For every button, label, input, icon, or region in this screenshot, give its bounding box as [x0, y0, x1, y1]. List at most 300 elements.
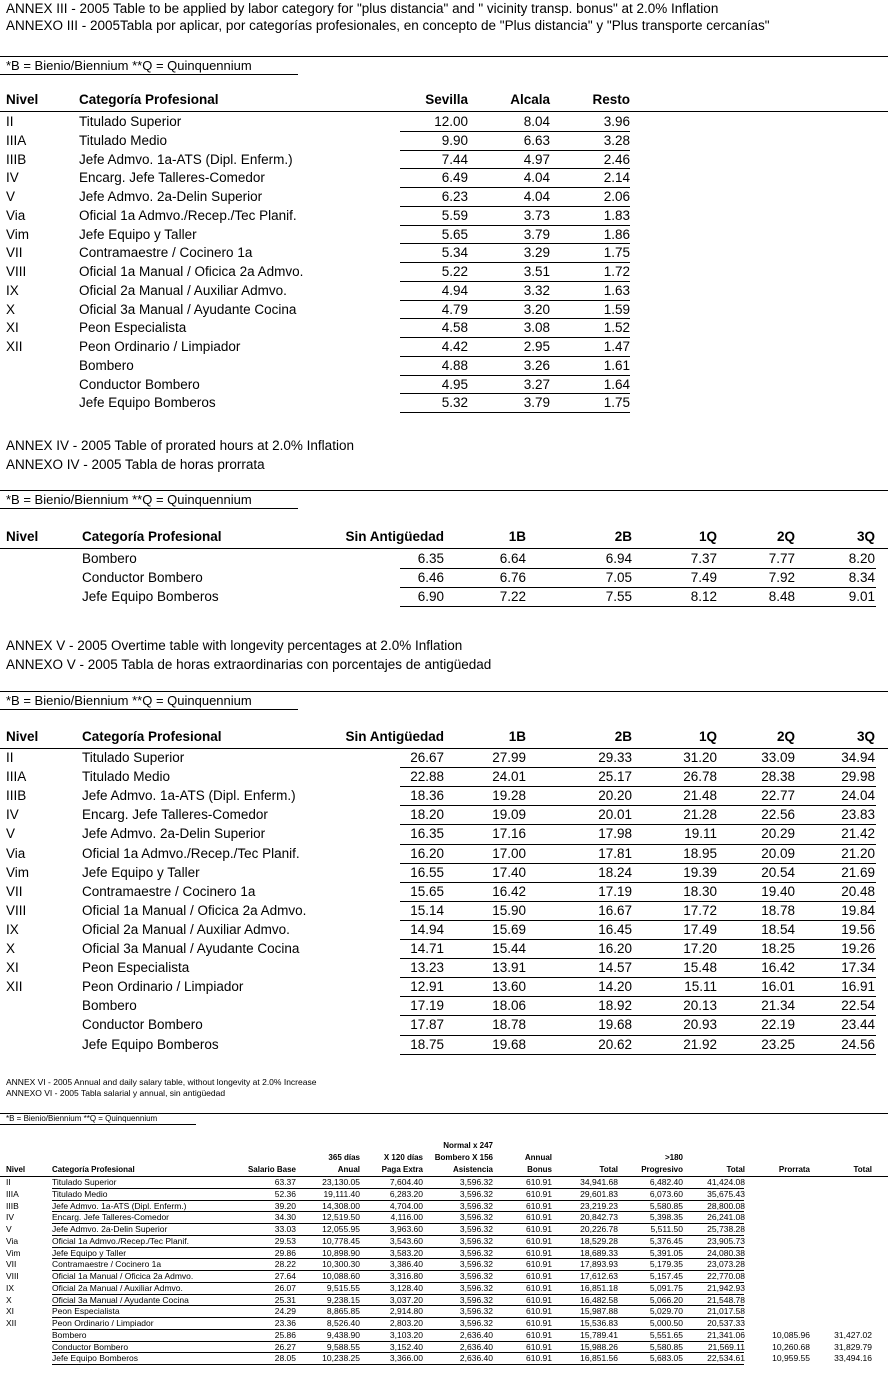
annex5-cell-0: Vim — [6, 864, 30, 880]
annex6-cell-2: 28.22 — [274, 1259, 296, 1270]
annex6-cell-9: 23,905.73 — [707, 1235, 745, 1246]
annex6-cell-1: Jefe Equipo y Taller — [52, 1247, 127, 1258]
annex5-cell-7: 23.83 — [841, 807, 875, 823]
annex6-cell-1: Oficial 2a Manual / Auxiliar Admvo. — [52, 1282, 183, 1293]
annex6-cell-0: X — [6, 1294, 12, 1305]
annex5-cell-0: IIIA — [6, 769, 27, 785]
annex3-cell-4: 1.72 — [603, 264, 630, 279]
annex6-cell-11: 31,427.02 — [834, 1329, 872, 1340]
annex6-cell-3: 12,519.50 — [322, 1212, 360, 1223]
annex6-cell-7: 16,851.18 — [580, 1282, 618, 1293]
annex6-cell-0: IIIB — [6, 1200, 19, 1211]
annex6-cell-2: 34.30 — [274, 1212, 296, 1223]
annex6-cell-3: 9,238.15 — [326, 1294, 360, 1305]
annex3-cell-0: IX — [6, 282, 19, 298]
annex5-cell-2: 22.88 — [410, 769, 444, 785]
annex4-cell-rule — [400, 568, 876, 569]
annex6-cell-4: 3,128.40 — [389, 1282, 423, 1293]
annex6-cell-7: 15,536.83 — [580, 1318, 618, 1328]
annex6-cell-3: 9,515.55 — [326, 1282, 360, 1293]
annex5-cell-1: Titulado Medio — [82, 769, 171, 785]
annex6-cell-1: Peon Especialista — [52, 1306, 120, 1317]
annex3-header-0: Nivel — [6, 92, 39, 107]
annex6-cell-9: 25,738.28 — [707, 1224, 745, 1234]
annex6-cell-8: 5,683.05 — [649, 1353, 683, 1364]
annex5-cell-4: 16.45 — [598, 921, 632, 937]
annex5-cell-5: 17.49 — [683, 921, 717, 937]
annex6-cell-3: 10,088.60 — [322, 1271, 360, 1281]
annex6-cell-1: Oficial 1a Admvo./Recep./Tec Planif. — [52, 1235, 190, 1246]
annex5-cell-4: 19.68 — [598, 1017, 632, 1033]
annex6-cell-1: Titulado Medio — [52, 1188, 108, 1199]
annex5-cell-2: 13.23 — [410, 960, 444, 976]
annex5-cell-3: 15.44 — [492, 941, 526, 956]
annex6-cell-4: 6,283.20 — [389, 1188, 423, 1199]
annex3-cell-4: 1.83 — [603, 207, 630, 223]
annex6-cell-6: 610.91 — [526, 1212, 552, 1223]
annex3-cell-1: Peon Ordinario / Limpiador — [79, 339, 241, 354]
annex6-cell-1: Titulado Superior — [52, 1177, 117, 1187]
annex3-cell-2: 5.65 — [441, 226, 468, 242]
annex3-cell-0: Vim — [6, 226, 30, 242]
annex6-cell-10: 10,959.55 — [772, 1353, 810, 1364]
annex5-header-3: 1B — [508, 729, 526, 744]
annex6-cell-3: 19,111.40 — [323, 1188, 360, 1199]
annex5-cell-1: Oficial 1a Manual / Oficica 2a Admvo. — [82, 902, 307, 918]
annex3-cell-3: 3.08 — [523, 320, 550, 336]
annex6-cell-1: Contramaestre / Cocinero 1a — [52, 1259, 162, 1270]
annex6-header-bonus_top: Annual — [524, 1153, 552, 1162]
annex3-cell-3: 3.73 — [523, 207, 550, 223]
annex5-cell-4: 25.17 — [598, 769, 632, 785]
annex6-cell-1: Bombero — [52, 1329, 87, 1340]
annex5-cell-2: 18.75 — [410, 1036, 444, 1052]
annex3-cell-3: 3.20 — [523, 301, 550, 317]
annex5-cell-3: 19.09 — [492, 807, 526, 823]
annex5-header-5: 1Q — [698, 729, 717, 744]
annex4-cell-2: 6.90 — [417, 589, 444, 604]
annex6-cell-4: 3,366.00 — [389, 1353, 423, 1364]
annex6-cell-1: Jefe Admvo. 2a-Delin Superior — [52, 1224, 168, 1234]
annex6-cell-9: 21,569.11 — [707, 1341, 745, 1352]
annex5-header-1: Categoría Profesional — [82, 729, 222, 744]
annex5-cell-rule — [400, 1035, 876, 1036]
annex6-cell-3: 8,526.40 — [326, 1318, 360, 1328]
annex4-cell-4: 6.94 — [605, 551, 632, 566]
annex6-cell-2: 63.37 — [274, 1177, 296, 1187]
annex5-cell-7: 19.56 — [841, 921, 875, 937]
annex6-cell-0: IIIA — [6, 1188, 19, 1199]
annex6-cell-9: 20,537.33 — [707, 1318, 745, 1328]
annex5-header-rule — [0, 748, 888, 749]
annex6-cell-7: 15,789.41 — [580, 1329, 618, 1340]
annex4-header-row — [0, 529, 888, 547]
annex5-cell-1: Jefe Equipo Bomberos — [82, 1036, 219, 1052]
annex3-cell-rule — [400, 337, 630, 338]
annex6-cell-5: 3,596.32 — [459, 1271, 493, 1281]
annex3-cell-2: 4.42 — [441, 339, 468, 354]
annex3-cell-rule — [400, 225, 630, 226]
annex5-cell-3: 27.99 — [492, 750, 526, 765]
annex3-cell-4: 1.75 — [603, 245, 630, 261]
annex4-cell-2: 6.35 — [417, 551, 444, 566]
annex3-cell-rule — [400, 243, 630, 244]
annex5-cell-2: 18.20 — [410, 807, 444, 823]
annex5-cell-rule — [400, 767, 876, 768]
annex6-header-paga_top: X 120 días — [383, 1153, 423, 1162]
annex6-cell-4: 2,803.20 — [389, 1318, 423, 1328]
annex5-cell-1: Contramaestre / Cocinero 1a — [82, 883, 256, 899]
annex6-header-paga: Paga Extra — [381, 1165, 423, 1174]
annex5-header-0: Nivel — [6, 729, 39, 744]
annex3-cell-1: Bombero — [79, 357, 134, 373]
annex6-cell-6: 610.91 — [526, 1271, 552, 1281]
annex6-cell-3: 12,055.95 — [322, 1224, 360, 1234]
annex3-cell-4: 2.14 — [603, 170, 630, 186]
annex5-cell-1: Oficial 3a Manual / Ayudante Cocina — [82, 941, 300, 956]
annex5-note: *B = Bienio/Biennium **Q = Quinquennium — [6, 693, 252, 708]
annex6-cell-7: 16,482.58 — [580, 1294, 618, 1305]
annex6-cell-5: 2,636.40 — [459, 1341, 493, 1352]
annex6-cell-9: 22,770.08 — [707, 1271, 745, 1281]
annex5-cell-0: IX — [6, 921, 19, 937]
annex6-cell-9: 26,241.08 — [707, 1212, 745, 1223]
annex6-cell-8: 5,091.75 — [649, 1282, 683, 1293]
annex4-cell-rule — [400, 587, 876, 588]
annex6-header-asist_top1: Normal x 247 — [443, 1141, 493, 1150]
annex5-header-row — [0, 729, 888, 747]
annex6-cell-4: 3,152.40 — [389, 1341, 423, 1352]
annex3-cell-0: VIII — [6, 264, 27, 279]
annex3-cell-2: 5.32 — [441, 395, 468, 411]
annex3-cell-3: 4.97 — [523, 151, 550, 167]
annex6-cell-4: 4,704.00 — [389, 1200, 423, 1211]
annex3-cell-0: IIIA — [6, 132, 27, 148]
annex6-cell-4: 2,914.80 — [389, 1306, 423, 1317]
annex6-cell-6: 610.91 — [526, 1306, 552, 1317]
annex3-cell-4: 1.61 — [603, 357, 630, 373]
annex3-header-rule — [0, 111, 888, 112]
annex4-header-rule — [0, 548, 888, 549]
annex4-cell-5: 7.49 — [690, 570, 717, 585]
annex5-cell-rule — [400, 977, 876, 978]
annex3-cell-3: 3.79 — [523, 226, 550, 242]
annex6-cell-6: 610.91 — [526, 1188, 552, 1199]
annex6-cell-0: VIII — [6, 1271, 19, 1281]
annex5-cell-2: 12.91 — [410, 979, 444, 995]
annex5-cell-4: 18.24 — [598, 864, 632, 880]
annex5-cell-2: 16.55 — [410, 864, 444, 880]
annex5-cell-1: Titulado Superior — [82, 750, 185, 765]
annex4-cell-1: Bombero — [82, 551, 137, 566]
annex6-cell-7: 20,842.73 — [580, 1212, 618, 1223]
annex5-cell-rule — [400, 844, 876, 845]
annex3-cell-4: 1.63 — [603, 282, 630, 298]
annex5-cell-7: 24.04 — [841, 788, 875, 804]
annex6-cell-5: 3,596.32 — [459, 1247, 493, 1258]
annex3-cell-rule — [400, 318, 630, 319]
annex6-cell-6: 610.91 — [526, 1294, 552, 1305]
annex6-cell-9: 21,942.93 — [707, 1282, 745, 1293]
annex3-cell-1: Titulado Medio — [79, 132, 168, 148]
annex5-cell-4: 14.20 — [598, 979, 632, 995]
annex5-cell-2: 16.20 — [410, 845, 444, 861]
annex6-cell-7: 34,941.68 — [580, 1177, 618, 1187]
annex3-cell-0: II — [6, 114, 14, 129]
annex6-cell-2: 39.20 — [274, 1200, 296, 1211]
annex6-cell-9: 35,675.43 — [707, 1188, 745, 1199]
annex4-cell-3: 7.22 — [499, 589, 526, 604]
annex6-cell-4: 7,604.40 — [389, 1177, 423, 1187]
annex5-cell-4: 20.01 — [598, 807, 632, 823]
annex6-cell-3: 9,588.55 — [326, 1341, 360, 1352]
annex4-cell-1: Conductor Bombero — [82, 570, 203, 585]
annex5-cell-6: 16.42 — [761, 960, 795, 976]
annex5-cell-7: 19.84 — [841, 902, 875, 918]
annex5-cell-6: 33.09 — [761, 750, 795, 765]
annex5-cell-7: 34.94 — [841, 750, 875, 765]
annex6-cell-8: 6,482.40 — [649, 1177, 683, 1187]
annex5-cell-4: 14.57 — [598, 960, 632, 976]
annex5-cell-2: 14.71 — [410, 941, 444, 956]
annex4-cell-4: 7.55 — [605, 589, 632, 604]
annex5-cell-1: Peon Ordinario / Limpiador — [82, 979, 244, 995]
annex5-title-en: ANNEX V - 2005 Overtime table with longevity percentages at 2.0% Inflation — [6, 638, 463, 653]
annex6-cell-0: IX — [6, 1282, 15, 1293]
annex4-header-7: 3Q — [856, 529, 875, 544]
annex3-cell-2: 12.00 — [434, 114, 468, 129]
annex4-cell-7: 8.34 — [848, 570, 875, 585]
annex6-cell-4: 4,116.00 — [390, 1212, 423, 1223]
annex6-cell-1: Jefe Equipo Bomberos — [52, 1353, 138, 1364]
annex3-cell-3: 3.79 — [523, 395, 550, 411]
annex3-cell-3: 2.95 — [523, 339, 550, 354]
annex6-cell-7: 17,612.63 — [580, 1271, 618, 1281]
annex3-cell-2: 6.23 — [441, 189, 468, 204]
annex4-cell-3: 6.76 — [499, 570, 526, 585]
annex4-cell-2: 6.46 — [417, 570, 444, 585]
annex3-cell-2: 7.44 — [441, 151, 468, 167]
annex5-cell-rule — [400, 939, 876, 940]
annex5-cell-3: 16.42 — [492, 883, 526, 899]
annex6-cell-0: V — [6, 1224, 12, 1234]
annex5-cell-5: 21.92 — [683, 1036, 717, 1052]
annex6-cell-5: 3,596.32 — [459, 1294, 493, 1305]
annex5-cell-5: 17.72 — [683, 902, 717, 918]
annex5-cell-6: 23.25 — [761, 1036, 795, 1052]
annex6-cell-9: 41,424.08 — [707, 1177, 745, 1187]
annex6-cell-5: 3,596.32 — [459, 1200, 493, 1211]
annex5-title-es: ANNEXO V - 2005 Tabla de horas extraordinarias con porcentajes de antigüedad — [6, 657, 492, 672]
annex5-cell-rule — [400, 882, 876, 883]
annex6-cell-6: 610.91 — [526, 1247, 552, 1258]
annex5-cell-1: Peon Especialista — [82, 960, 190, 976]
annex3-cell-4: 2.06 — [603, 189, 630, 204]
annex5-cell-5: 18.30 — [683, 883, 717, 899]
annex5-cell-6: 22.19 — [761, 1017, 795, 1033]
annex5-cell-6: 20.29 — [761, 826, 795, 842]
annex5-cell-2: 16.35 — [410, 826, 444, 842]
annex6-cell-2: 33.03 — [274, 1224, 296, 1234]
annex4-header-2: Sin Antigüedad — [345, 529, 444, 544]
annex5-cell-5: 18.95 — [683, 845, 717, 861]
annex5-cell-7: 21.69 — [841, 864, 875, 880]
annex3-cell-2: 5.34 — [441, 245, 468, 261]
annex6-cell-2: 26.07 — [274, 1282, 296, 1293]
annex5-cell-6: 16.01 — [761, 979, 795, 995]
annex6-cell-2: 23.36 — [274, 1318, 296, 1328]
annex6-title-en: ANNEX VI - 2005 Annual and daily salary table, without longevity at 2.0% Increase — [6, 1077, 317, 1087]
annex3-cell-4: 1.52 — [603, 320, 630, 336]
annex6-cell-6: 610.91 — [526, 1341, 552, 1352]
annex5-cell-2: 18.36 — [410, 788, 444, 804]
annex6-header-salario_base: Salario Base — [247, 1165, 296, 1174]
annex5-cell-4: 18.92 — [598, 998, 632, 1014]
annex5-cell-2: 14.94 — [410, 921, 444, 937]
annex5-cell-6: 21.34 — [761, 998, 795, 1014]
annex3-title-en: ANNEX III - 2005 Table to be applied by labor category for "plus distancia" and " vicinity transp. bonus" at 2.0% Inflation — [6, 1, 719, 16]
annex5-cell-4: 20.62 — [598, 1036, 632, 1052]
annex5-cell-4: 16.67 — [598, 902, 632, 918]
annex6-header-nivel: Nivel — [6, 1165, 26, 1174]
annex6-cell-4: 3,583.20 — [389, 1247, 423, 1258]
annex3-cell-3: 8.04 — [523, 114, 550, 129]
annex5-cell-5: 21.28 — [683, 807, 717, 823]
annex6-cell-9: 21,017.58 — [707, 1306, 745, 1317]
annex6-cell-8: 6,073.60 — [649, 1188, 683, 1199]
annex4-header-1: Categoría Profesional — [82, 529, 222, 544]
annex3-cell-0: XII — [6, 339, 23, 354]
annex5-cell-4: 20.20 — [598, 788, 632, 804]
annex5-cell-3: 17.00 — [492, 845, 526, 861]
annex6-cell-7: 23,219.23 — [580, 1200, 618, 1211]
annex5-cell-6: 28.38 — [761, 769, 795, 785]
annex6-cell-9: 23,073.28 — [707, 1259, 745, 1270]
annex6-cell-6: 610.91 — [526, 1353, 552, 1364]
annex6-cell-4: 3,037.20 — [389, 1294, 423, 1305]
annex3-cell-3: 3.26 — [523, 357, 550, 373]
annex5-cell-3: 18.06 — [492, 998, 526, 1014]
annex5-header-7: 3Q — [856, 729, 875, 744]
annex5-cell-4: 17.98 — [598, 826, 632, 842]
annex6-cell-5: 3,596.32 — [459, 1235, 493, 1246]
annex6-cell-8: 5,391.05 — [649, 1247, 683, 1258]
annex5-cell-rule — [400, 1054, 876, 1055]
annex4-cell-1: Jefe Equipo Bomberos — [82, 589, 219, 604]
annex6-cell-1: Jefe Admvo. 1a-ATS (Dipl. Enferm.) — [52, 1200, 187, 1211]
annex5-cell-2: 15.14 — [410, 902, 444, 918]
annex6-cell-8: 5,179.35 — [649, 1259, 683, 1270]
annex6-cell-7: 18,689.33 — [580, 1247, 618, 1258]
annex5-cell-7: 16.91 — [841, 979, 875, 995]
annex6-cell-8: 5,157.45 — [649, 1271, 683, 1281]
annex3-cell-rule — [400, 150, 630, 151]
annex6-cell-8: 5,580.85 — [649, 1341, 683, 1352]
annex6-header-anual_top: 365 días — [328, 1153, 360, 1162]
annex4-header-0: Nivel — [6, 529, 39, 544]
annex5-cell-6: 18.25 — [761, 941, 795, 956]
annex5-cell-rule — [400, 863, 876, 864]
annex5-cell-5: 17.20 — [683, 941, 717, 956]
annex5-cell-5: 21.48 — [683, 788, 717, 804]
annex6-cell-5: 2,636.40 — [459, 1353, 493, 1364]
annex3-cell-2: 4.58 — [441, 320, 468, 336]
annex6-cell-6: 610.91 — [526, 1177, 552, 1187]
annex6-cell-2: 29.86 — [274, 1247, 296, 1258]
annex6-title-es: ANNEXO VI - 2005 Tabla salarial y annual, sin antigüedad — [6, 1088, 226, 1098]
annex5-cell-4: 17.19 — [598, 883, 632, 899]
annex6-cell-8: 5,551.65 — [649, 1329, 683, 1340]
annex6-cell-4: 3,386.40 — [389, 1259, 423, 1270]
annex4-cell-6: 7.92 — [768, 570, 795, 585]
annex6-header-anual: Anual — [337, 1165, 360, 1174]
annex3-header-2: Sevilla — [425, 92, 468, 107]
annex6-cell-5: 3,596.32 — [459, 1259, 493, 1270]
annex4-header-4: 2B — [614, 529, 632, 544]
annex6-header-prorrata: Prorrata — [778, 1165, 810, 1174]
annex5-cell-1: Encarg. Jefe Talleres-Comedor — [82, 807, 268, 823]
annex4-title-es: ANNEXO IV - 2005 Tabla de horas prorrata — [6, 457, 265, 472]
annex5-cell-7: 21.42 — [841, 826, 875, 842]
annex6-cell-7: 16,851.56 — [580, 1353, 618, 1364]
annex6-cell-4: 3,316.80 — [389, 1271, 423, 1281]
annex6-cell-0: VII — [6, 1259, 17, 1270]
annex4-cell-6: 8.48 — [768, 589, 795, 604]
annex3-header-3: Alcala — [510, 92, 550, 107]
annex6-cell-5: 2,636.40 — [459, 1329, 493, 1340]
annex6-cell-2: 25.86 — [274, 1329, 296, 1340]
annex6-cell-1: Oficial 1a Manual / Oficica 2a Admvo. — [52, 1271, 194, 1281]
annex5-cell-1: Jefe Admvo. 2a-Delin Superior — [82, 826, 266, 842]
annex4-cell-7: 8.20 — [848, 551, 875, 566]
annex3-cell-1: Oficial 3a Manual / Ayudante Cocina — [79, 301, 297, 317]
annex6-header-total1: Total — [599, 1165, 618, 1174]
annex5-cell-3: 19.68 — [492, 1036, 526, 1052]
annex6-header-prog: Progresivo — [641, 1165, 683, 1174]
annex4-cell-4: 7.05 — [605, 570, 632, 585]
annex5-cell-3: 15.90 — [492, 902, 526, 918]
annex6-cell-4: 3,543.60 — [389, 1235, 423, 1246]
annex5-cell-5: 19.11 — [684, 826, 717, 842]
annex5-cell-1: Oficial 2a Manual / Auxiliar Admvo. — [82, 921, 290, 937]
annex3-cell-3: 3.32 — [523, 282, 550, 298]
annex5-cell-7: 24.56 — [841, 1036, 875, 1052]
annex6-cell-5: 3,596.32 — [459, 1306, 493, 1317]
annex6-cell-10: 10,260.68 — [772, 1341, 810, 1352]
annex5-cell-rule — [400, 996, 876, 997]
annex6-cell-3: 8,865.85 — [326, 1306, 360, 1317]
annex6-cell-0: XI — [6, 1306, 15, 1317]
annex6-cell-2: 26.27 — [274, 1341, 296, 1352]
annex6-cell-7: 20,226.78 — [580, 1224, 618, 1234]
annex5-cell-5: 20.13 — [683, 998, 717, 1014]
annex5-cell-1: Jefe Equipo y Taller — [82, 864, 200, 880]
annex5-cell-5: 20.93 — [683, 1017, 717, 1033]
annex3-cell-1: Encarg. Jefe Talleres-Comedor — [79, 170, 265, 186]
annex6-header-asist_top2: Bombero X 156 — [434, 1153, 493, 1162]
annex6-cell-4: 3,963.60 — [389, 1224, 423, 1234]
annex6-cell-3: 10,238.25 — [322, 1353, 360, 1364]
annex6-cell-9: 21,341.06 — [707, 1329, 745, 1340]
annex6-cell-2: 29.53 — [274, 1235, 296, 1246]
annex3-cell-4: 1.64 — [603, 376, 630, 392]
annex5-cell-2: 17.87 — [410, 1017, 444, 1033]
annex5-cell-2: 26.67 — [410, 750, 444, 765]
annex6-cell-5: 3,596.32 — [459, 1318, 493, 1328]
annex5-cell-rule — [400, 786, 876, 787]
annex5-cell-0: XI — [6, 960, 19, 976]
annex6-cell-3: 14,308.00 — [322, 1200, 360, 1211]
